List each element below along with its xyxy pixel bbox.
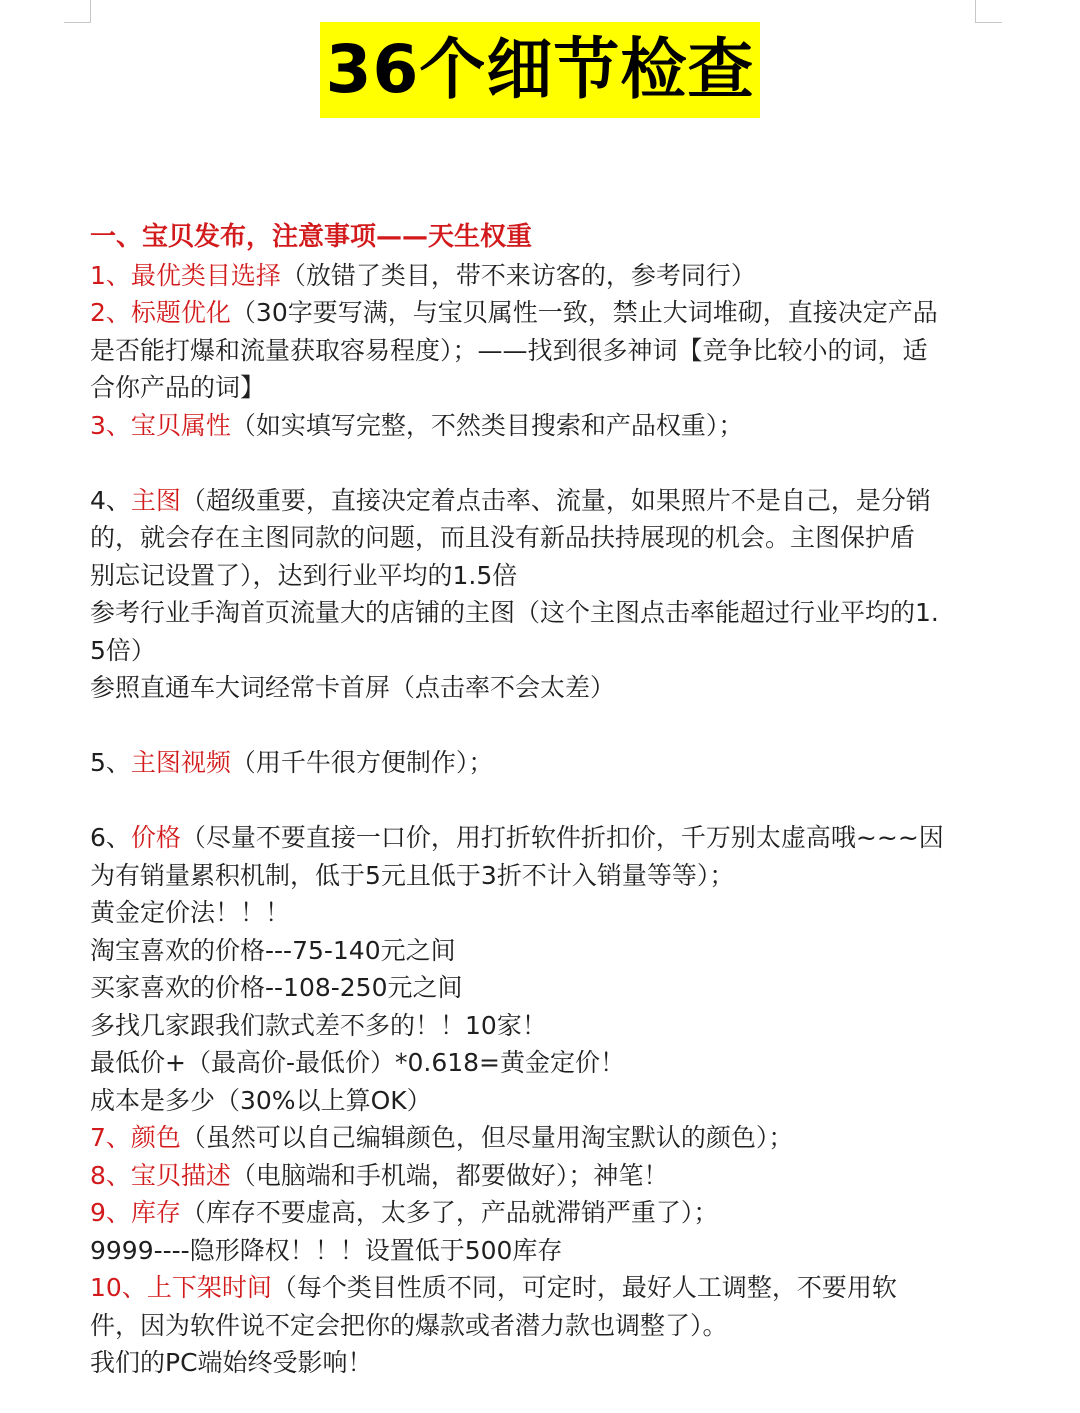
item-3-text: （如实填写完整，不然类目搜索和产品权重）；: [230, 410, 744, 440]
item-1-label: 最优类目选择: [130, 260, 281, 290]
spacer: [90, 782, 990, 820]
item-2-number: 2、: [90, 298, 131, 327]
item-9-continuation-1: 9999----隐形降权！！！设置低于500库存: [90, 1235, 563, 1265]
item-10-label: 上下架时间: [146, 1273, 272, 1302]
item-9-label: 库存: [130, 1198, 181, 1227]
item-5-label: 主图视频: [130, 748, 231, 777]
item-4-continuation-1: 的，就会存在主图同款的问题，而且没有新品扶持展现的机会。主图保护盾: [90, 523, 916, 552]
item-3: [90, 407, 990, 445]
item-10-text: （每个类目性质不同，可定时，最好人工调整，不要用软: [271, 1273, 897, 1302]
item-4-continuation-2: 别忘记设置了），达到行业平均的1.5倍: [90, 560, 518, 590]
item-4: [90, 482, 990, 520]
section-heading: 一、宝贝发布，注意事项——天生权重: [90, 222, 533, 252]
item-5-number: 5、: [90, 748, 131, 777]
item-6-label: 价格: [130, 823, 181, 852]
item-8-text: （电脑端和手机端，都要做好）；神笔！: [230, 1160, 669, 1190]
item-6: [90, 819, 990, 857]
item-6-continuation-6: 最低价+（最高价-最低价）*0.618=黄金定价！: [90, 1048, 625, 1077]
page-title: 36个细节检查: [320, 22, 761, 118]
item-9: [90, 1194, 990, 1232]
item-9-text: （库存不要虚高，太多了，产品就滞销严重了）；: [180, 1198, 719, 1227]
item-7-number: 7、: [90, 1123, 131, 1152]
item-5: [90, 744, 990, 782]
item-3-label: 宝贝属性: [130, 410, 231, 440]
page-corner-mark-left: [64, 0, 91, 23]
item-2-continuation-1: 是否能打爆和流量获取容易程度）；——找到很多神词【竞争比较小的词，适: [90, 335, 928, 365]
item-2: [90, 294, 990, 332]
item-7-label: 颜色: [130, 1123, 181, 1152]
item-4-number: 4、: [90, 485, 131, 515]
item-6-continuation-4: 买家喜欢的价格--108-250元之间: [90, 973, 463, 1002]
item-5-text: （用千牛很方便制作）；: [230, 748, 494, 777]
item-6-text: （尽量不要直接一口价，用打折软件折扣价，千万别太虚高哦~~~因: [180, 823, 944, 852]
item-10-continuation-2: 我们的PC端始终受影响！: [90, 1348, 373, 1377]
item-2-label: 标题优化: [130, 298, 231, 327]
item-7-text: （虽然可以自己编辑颜色，但尽量用淘宝默认的颜色）；: [180, 1123, 794, 1152]
item-10: [90, 1269, 990, 1307]
spacer: [90, 444, 990, 482]
item-6-continuation-1: 为有销量累积机制，低于5元且低于3折不计入销量等等）；: [90, 860, 735, 890]
title-wrap: [0, 22, 1080, 118]
item-9-number: 9、: [90, 1198, 131, 1227]
item-4-text: （超级重要，直接决定着点击率、流量，如果照片不是自己，是分销: [180, 485, 931, 515]
item-7: [90, 1119, 990, 1157]
item-2-continuation-2: 合你产品的词】: [90, 373, 266, 402]
item-6-continuation-2: 黄金定价法！！！: [90, 898, 291, 927]
item-10-continuation-1: 件，因为软件说不定会把你的爆款或者潜力款也调整了）。: [90, 1310, 728, 1340]
item-1: [90, 257, 990, 295]
item-4-continuation-5: 参照直通车大词经常卡首屏（点击率不会太差）: [90, 673, 616, 702]
item-3-number: 3、: [90, 410, 131, 440]
item-8: [90, 1157, 990, 1195]
item-4-label: 主图: [130, 485, 181, 515]
item-6-continuation-3: 淘宝喜欢的价格---75-140元之间: [90, 935, 456, 965]
item-1-text: （放错了类目，带不来访客的，参考同行）: [280, 260, 756, 290]
item-1-number: 1、: [90, 260, 131, 290]
item-8-number: 8、: [90, 1160, 131, 1190]
item-6-continuation-5: 多找几家跟我们款式差不多的！！10家！: [90, 1010, 547, 1040]
item-4-continuation-3: 参考行业手淘首页流量大的店铺的主图（这个主图点击率能超过行业平均的1.: [90, 598, 939, 627]
item-6-number: 6、: [90, 823, 131, 852]
spacer: [90, 707, 990, 745]
item-6-continuation-7: 成本是多少（30%以上算OK）: [90, 1085, 432, 1115]
item-4-continuation-4: 5倍）: [90, 635, 156, 665]
item-10-number: 10、: [90, 1273, 147, 1302]
page-corner-mark-right: [975, 0, 1002, 23]
item-8-label: 宝贝描述: [130, 1160, 231, 1190]
item-2-text: （30字要写满，与宝贝属性一致，禁止大词堆砌，直接决定产品: [230, 298, 938, 327]
document-body: [90, 219, 990, 1382]
